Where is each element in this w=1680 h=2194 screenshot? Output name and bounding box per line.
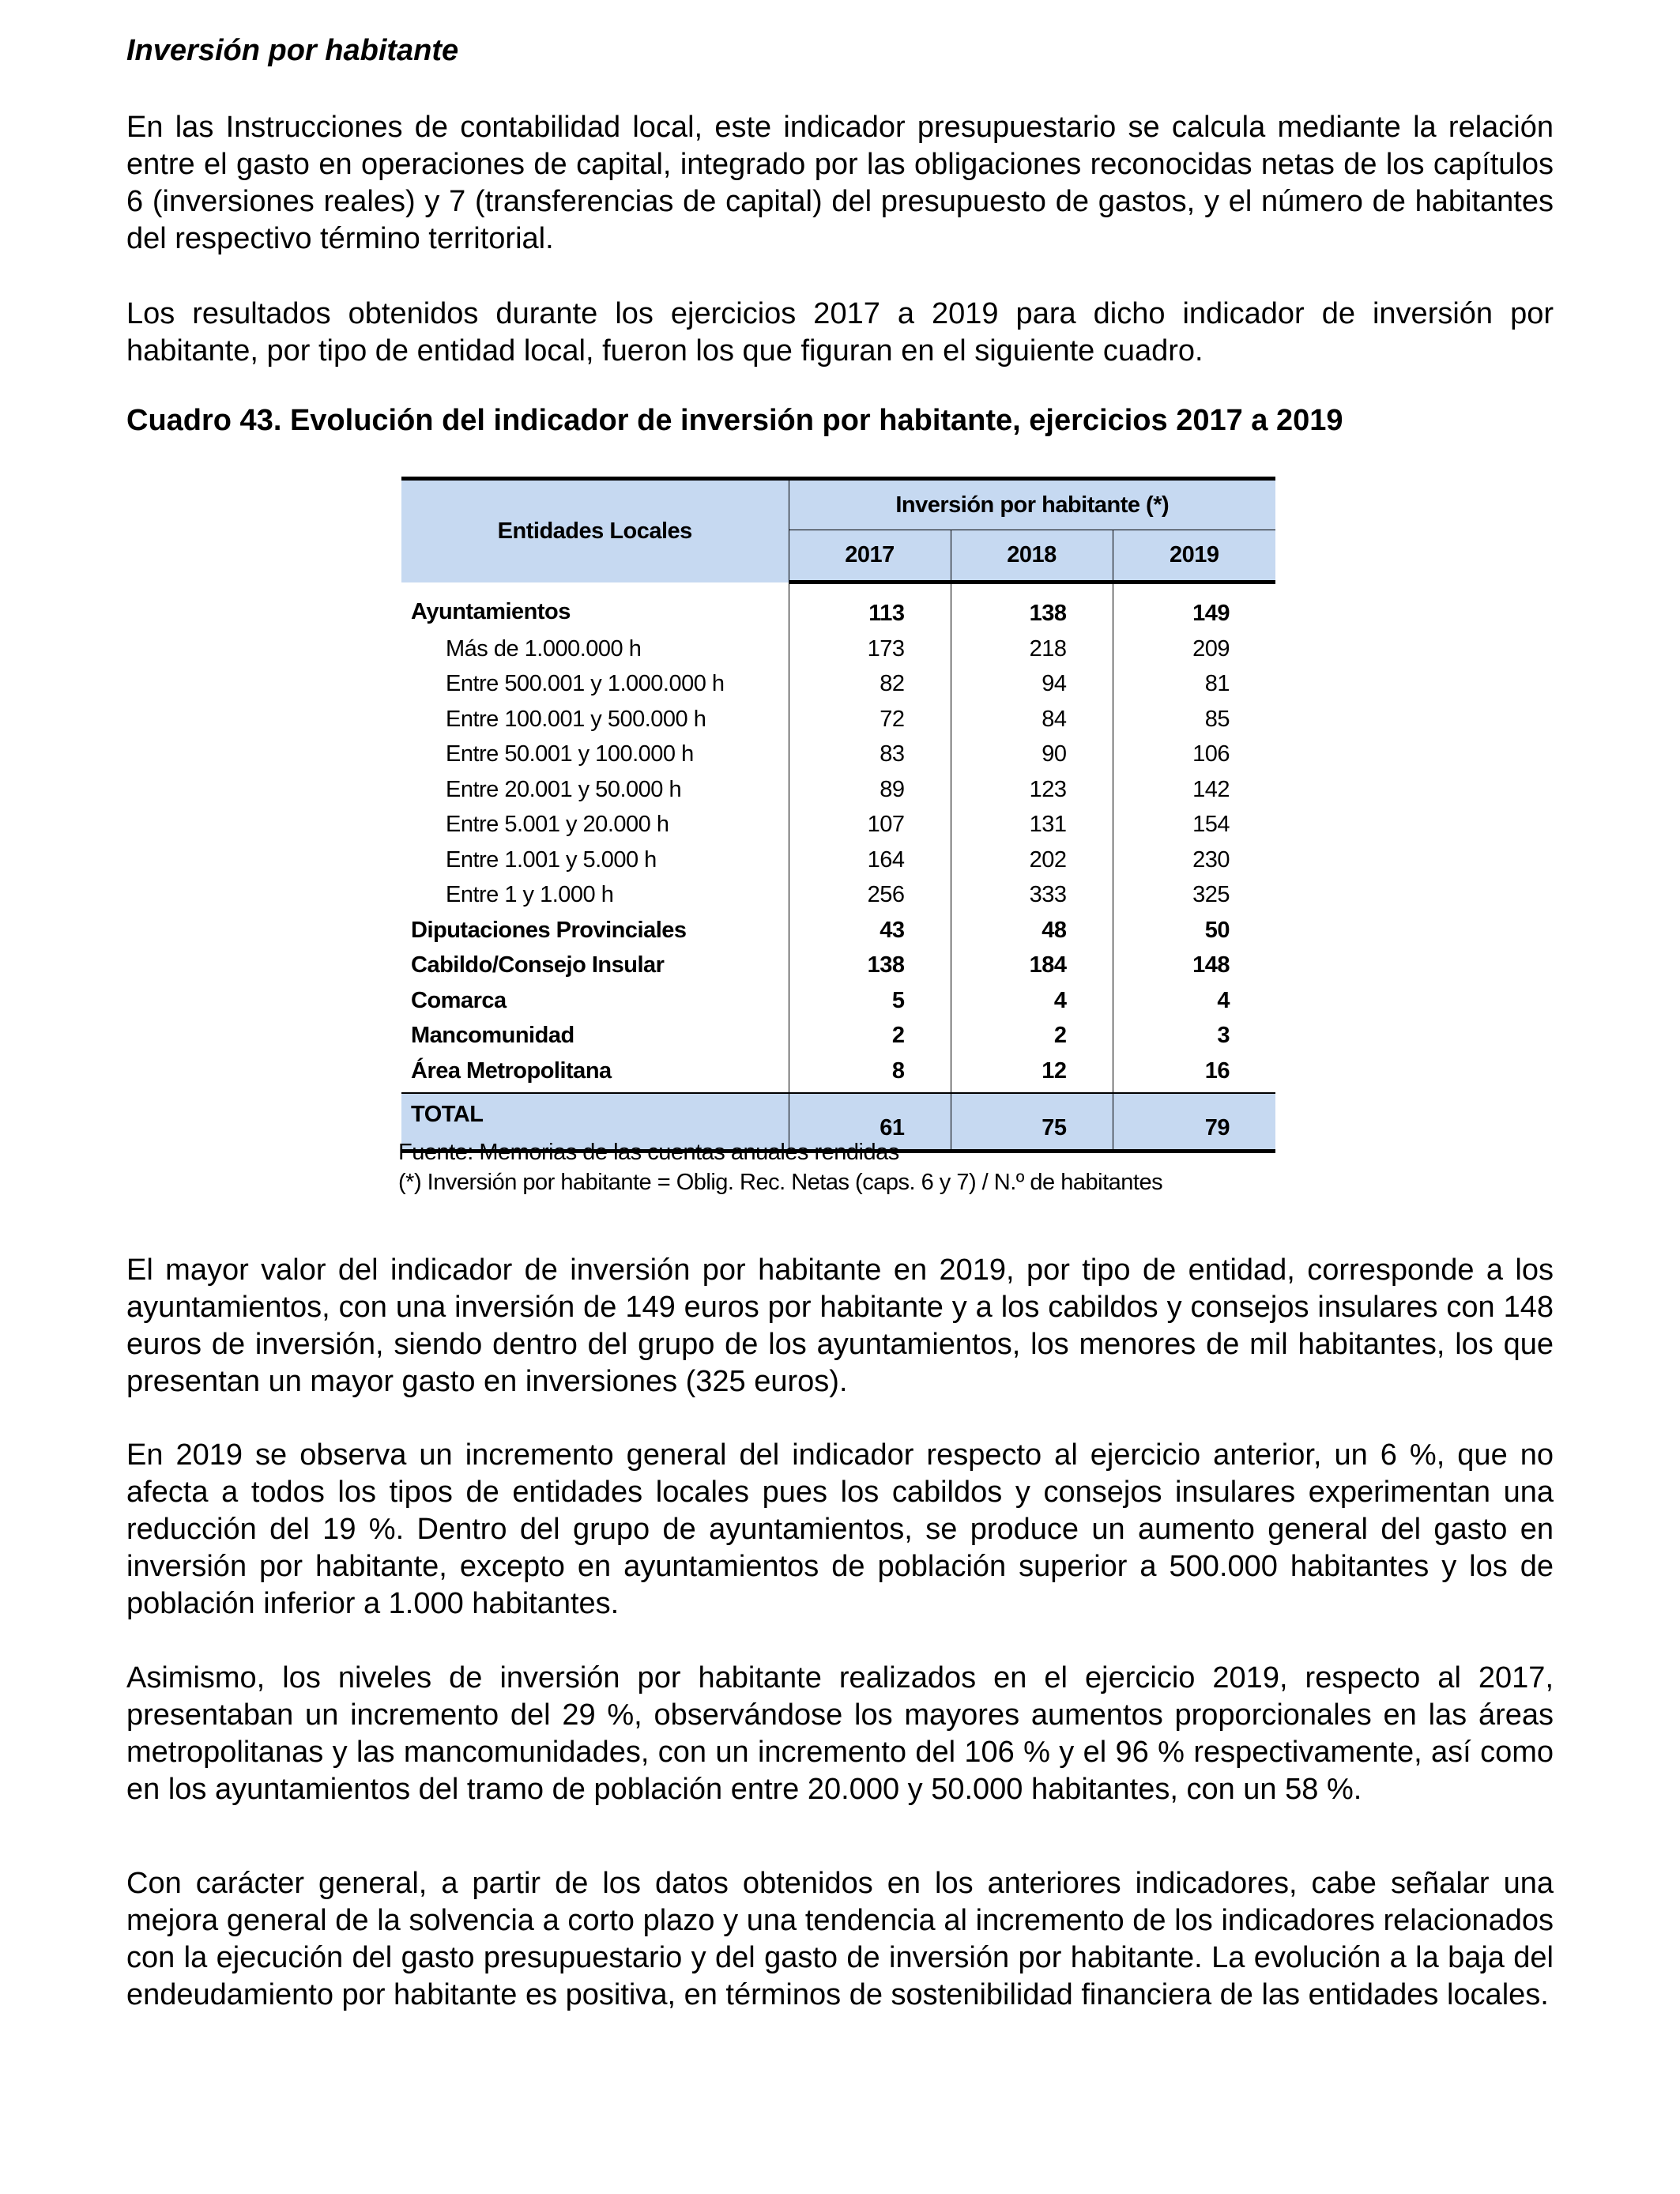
row-label: Comarca <box>401 983 789 1019</box>
total-2019: 79 <box>1113 1093 1275 1152</box>
cell-2019: 106 <box>1192 741 1230 767</box>
row-label: Entre 5.001 y 20.000 h <box>401 808 789 843</box>
cell-2018: 4 <box>951 983 1113 1019</box>
cell-2019: 149 <box>1192 600 1230 626</box>
cell-2018: 12 <box>951 1054 1113 1093</box>
cell-2018: 48 <box>951 913 1113 948</box>
paragraph-2: Los resultados obtenidos durante los ejercicios 2017 a 2019 para dicho indicador de inversión por habitante, por tipo de entidad local, fueron los que figuran en el siguiente cuadro. <box>126 297 1554 368</box>
table-row <box>401 582 1275 632</box>
table-row <box>401 772 1275 808</box>
table-row <box>401 983 1275 1019</box>
header-year-2018: 2018 <box>951 530 1113 582</box>
table-source: Fuente: Memorias de las cuentas anuales rendidas <box>398 1140 899 1165</box>
cell-2019: 148 <box>1192 952 1230 978</box>
table-row <box>401 1054 1275 1093</box>
paragraph-4: En 2019 se observa un incremento general del indicador respecto al ejercicio anterior, un 6 %, que no afecta a todos los tipos de entidades locales pues los cabildos y consejos insulares experimentan una reducción del 19 %. Dentro del grupo de ayuntamientos, se produce un aumento general del gasto en inversión por habitante, excepto en ayuntamientos de población superior a 500.000 habitantes y los de población inferior a 1.000 habitantes. <box>126 1438 1554 1620</box>
row-label: Más de 1.000.000 h <box>401 631 789 667</box>
row-label: Diputaciones Provinciales <box>401 913 789 948</box>
cell-2018: 123 <box>951 772 1113 808</box>
row-label: Entre 500.001 y 1.000.000 h <box>401 667 789 703</box>
cell-2017: 43 <box>789 913 951 948</box>
cell-2018: 94 <box>951 667 1113 703</box>
header-group: Inversión por habitante (*) <box>789 479 1275 530</box>
header-year-2019: 2019 <box>1113 530 1275 582</box>
cell-2017: 113 <box>789 582 951 632</box>
paragraph-5: Asimismo, los niveles de inversión por habitante realizados en el ejercicio 2019, respecto al 2017, presentaban un incremento del 29 %, observándose los mayores aumentos proporcionales en las áreas metropolitanas y las mancomunidades, con un incremento del 106 % y el 96 % respectivamente, así como en los ayuntamientos del tramo de población entre 20.000 y 50.000 habitantes, con un 58 %. <box>126 1661 1554 1806</box>
row-label: Entre 1 y 1.000 h <box>401 878 789 914</box>
cell-2017: 5 <box>789 983 951 1019</box>
paragraph-6: Con carácter general, a partir de los datos obtenidos en los anteriores indicadores, cabe señalar una mejora general de la solvencia a corto plazo y una tendencia al incremento de los indicadores relacionados con la ejecución del gasto presupuestario y del gasto de inversión por habitante. La evolución a la baja del endeudamiento por habitante es positiva, en términos de sostenibilidad financiera de las entidades locales. <box>126 1867 1554 2011</box>
table-footnote: (*) Inversión por habitante = Oblig. Rec. Netas (caps. 6 y 7) / N.º de habitantes <box>398 1170 1163 1195</box>
table-row <box>401 808 1275 843</box>
table-row <box>401 878 1275 914</box>
table-row <box>401 948 1275 984</box>
cell-2019: 3 <box>1217 1023 1230 1049</box>
cell-2019: 142 <box>1192 776 1230 802</box>
row-label: Ayuntamientos <box>401 582 789 632</box>
cell-2019: 81 <box>1204 671 1230 697</box>
table-row <box>401 667 1275 703</box>
table-caption: Cuadro 43. Evolución del indicador de inversión por habitante, ejercicios 2017 a 2019 <box>126 404 1343 437</box>
cell-2018: 84 <box>951 702 1113 737</box>
table-row <box>401 843 1275 878</box>
row-label: Área Metropolitana <box>401 1054 789 1093</box>
cell-2019: 4 <box>1217 987 1230 1013</box>
total-2017: 61 <box>789 1093 951 1152</box>
cell-2017: 138 <box>789 948 951 984</box>
cell-2019: 325 <box>1192 882 1230 908</box>
cell-2017: 89 <box>789 772 951 808</box>
cell-2018: 131 <box>951 808 1113 843</box>
cell-2018: 202 <box>951 843 1113 878</box>
cell-2017: 8 <box>789 1054 951 1093</box>
cell-2018: 2 <box>951 1019 1113 1054</box>
cell-2019: 209 <box>1192 635 1230 662</box>
cell-2018: 184 <box>951 948 1113 984</box>
cell-2019: 85 <box>1204 706 1230 732</box>
paragraph-1: En las Instrucciones de contabilidad local, este indicador presupuestario se calcula mediante la relación entre el gasto en operaciones de capital, integrado por las obligaciones reconocidas netas de los capítulos 6 (inversiones reales) y 7 (transferencias de capital) del presupuesto de gastos, y el número de habitantes del respectivo término territorial. <box>126 111 1554 255</box>
cell-2019: 16 <box>1204 1057 1230 1084</box>
cell-2017: 2 <box>789 1019 951 1054</box>
table-row <box>401 913 1275 948</box>
cell-2018: 333 <box>951 878 1113 914</box>
cell-2019: 50 <box>1204 917 1230 943</box>
row-label: Mancomunidad <box>401 1019 789 1054</box>
cell-2017: 82 <box>789 667 951 703</box>
table-row <box>401 631 1275 667</box>
table-row <box>401 702 1275 737</box>
header-year-2017: 2017 <box>789 530 951 582</box>
table-row <box>401 737 1275 773</box>
row-label: Entre 1.001 y 5.000 h <box>401 843 789 878</box>
total-label: TOTAL <box>401 1093 789 1152</box>
row-label: Entre 50.001 y 100.000 h <box>401 737 789 773</box>
cell-2019: 230 <box>1192 846 1230 873</box>
cell-2017: 164 <box>789 843 951 878</box>
cell-2017: 107 <box>789 808 951 843</box>
row-label: Entre 100.001 y 500.000 h <box>401 702 789 737</box>
row-label: Cabildo/Consejo Insular <box>401 948 789 984</box>
cell-2017: 173 <box>789 631 951 667</box>
cell-2018: 218 <box>951 631 1113 667</box>
cell-2017: 256 <box>789 878 951 914</box>
header-entities: Entidades Locales <box>401 479 789 582</box>
cell-2017: 83 <box>789 737 951 773</box>
cell-2019: 154 <box>1192 812 1230 838</box>
investment-table <box>401 477 1275 1153</box>
section-heading: Inversión por habitante <box>126 34 459 67</box>
cell-2018: 90 <box>951 737 1113 773</box>
paragraph-3: El mayor valor del indicador de inversión por habitante en 2019, por tipo de entidad, corresponde a los ayuntamientos, con una inversión de 149 euros por habitante y a los cabildos y consejos insulares con 148 euros de inversión, siendo dentro del grupo de los ayuntamientos, los menores de mil habitantes, los que presentan un mayor gasto en inversiones (325 euros). <box>126 1253 1554 1398</box>
cell-2018: 138 <box>951 582 1113 632</box>
total-2018: 75 <box>951 1093 1113 1152</box>
cell-2017: 72 <box>789 702 951 737</box>
table-row <box>401 1019 1275 1054</box>
row-label: Entre 20.001 y 50.000 h <box>401 772 789 808</box>
